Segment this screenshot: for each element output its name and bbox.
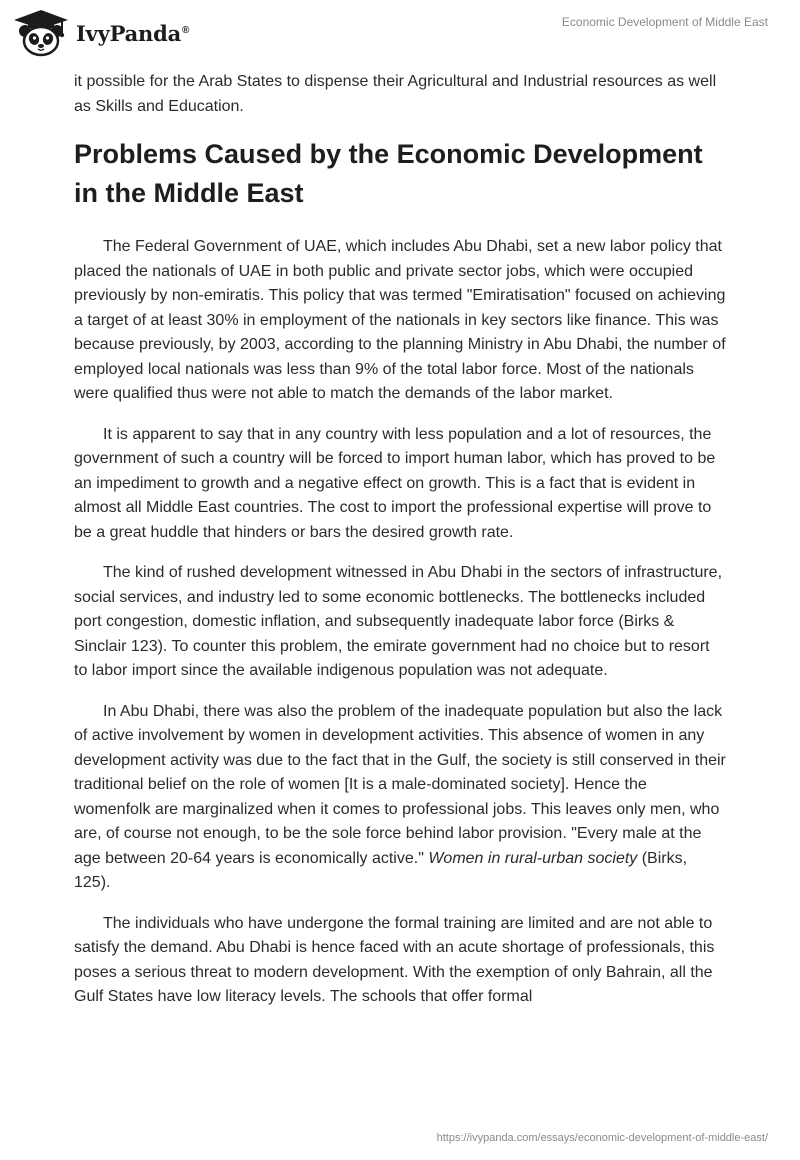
essay-body <box>74 70 726 1026</box>
paragraph-intro-tail: it possible for the Arab States to dispense their Agricultural and Industrial resources as well as Skills and Education. <box>74 73 717 115</box>
ivypanda-logo[interactable] <box>12 8 189 58</box>
paragraph-labor-import: It is apparent to say that in any country with less population and a lot of resources, the government of such a country will be forced to import human labor, which has proved to be an impediment to growth and a negative effect on growth. This is a fact that is evident in almost all Middle East countries. The cost to import the professional expertise will prove to be a great huddle that hinders or bars the desired growth rate. <box>74 425 716 541</box>
paragraph-bottlenecks: The kind of rushed development witnessed in Abu Dhabi in the sectors of infrastructure, social services, and industry led to some economic bottlenecks. The bottlenecks included port congestion, domestic inflation, and subsequently inadequate labor force (Birks & Sinclair 123). To counter this problem, the emirate government had no choice but to resort to labor import since the available indigenous population was not adequate. <box>74 564 723 679</box>
logo-wordmark: IvyPanda® <box>76 20 190 46</box>
footer-source-url[interactable]: https://ivypanda.com/essays/economic-development-of-middle-east/ <box>436 1132 768 1144</box>
page-header <box>0 0 800 60</box>
paragraph-women-text: In Abu Dhabi, there was also the problem of the inadequate population but also the lack of active involvement by women in development activities. This absence of women in any development activity was due to the fact that in the Gulf, the society is still conserved in their traditional belief on the role of women [It is a male-dominated society]. Hence the womenfolk are marginalized when it comes to professional jobs. This leaves only men, who are, of course not enough, to be the sole force behind labor provision. "Every male at the age between 20-64 years is economically active." <box>74 702 726 867</box>
header-document-title: Economic Development of Middle East <box>561 15 768 29</box>
panda-graduation-icon <box>12 8 70 58</box>
paragraph-emiratisation: The Federal Government of UAE, which includes Abu Dhabi, set a new labor policy that placed the nationals of UAE in both public and private sector jobs, which were occupied previously by non-emiratis. This policy that was termed "Emiratisation" focused on achieving a target of at least 30% in employment of the nationals in key sectors like finance. This was because previously, by 2003, according to the planning Ministry in Abu Dhabi, the number of employed local nationals was less than 9% of the total labor force. Most of the nationals were qualified thus were not able to match the demands of the labor market. <box>74 238 726 402</box>
paragraph-women-involvement <box>74 700 726 896</box>
citation-ref: (Birks, 125). <box>74 849 688 891</box>
section-heading: Problems Caused by the Economic Development in the Middle East <box>74 139 703 208</box>
citation-title: Women in rural-urban society <box>428 849 638 867</box>
paragraph-training-shortage: The individuals who have undergone the formal training are limited and are not able to satisfy the demand. Abu Dhabi is hence faced with an acute shortage of professionals, this poses a serious threat to modern development. With the exemption of only Bahrain, all the Gulf States have low literacy levels. The schools that offer formal <box>74 914 715 1005</box>
